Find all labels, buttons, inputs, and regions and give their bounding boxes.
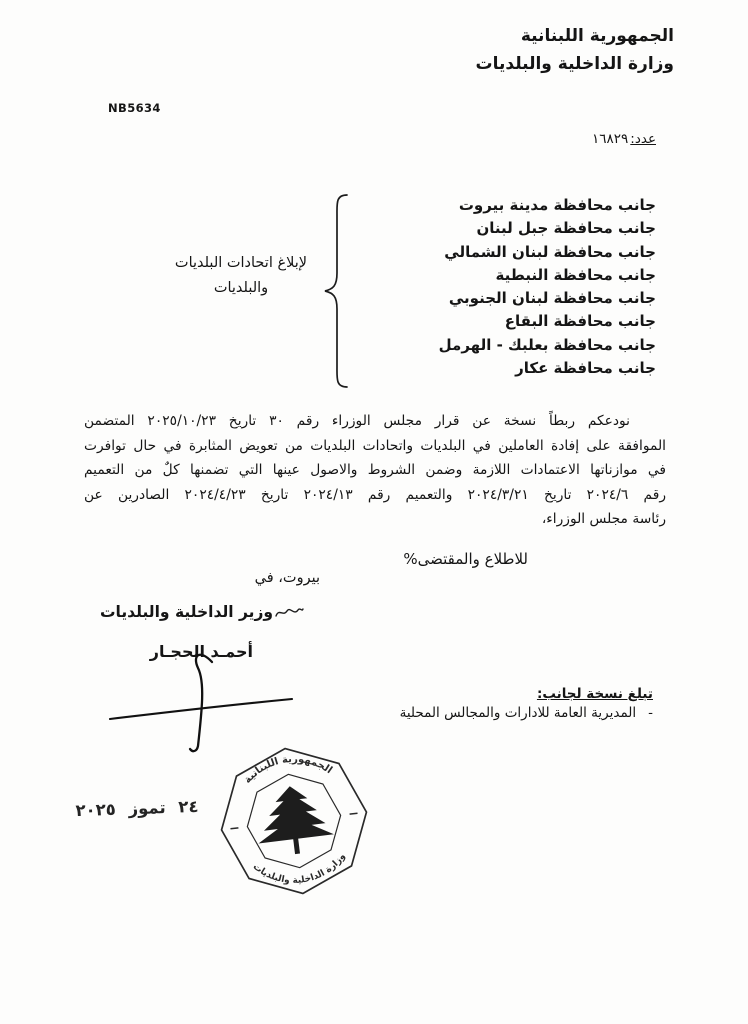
cc-item xyxy=(400,704,653,723)
seal-bottom-text: وزارة الداخلية والبلديات xyxy=(250,851,348,887)
minister-title-line xyxy=(100,603,304,621)
recipient-line: جانب محافظة لبنان الجنوبي xyxy=(448,289,656,308)
recipients-list xyxy=(439,194,656,380)
minister-name: أحمـد الحجـار xyxy=(149,642,253,661)
minister-title: وزير الداخلية والبلديات xyxy=(99,603,273,621)
reference-code: NB5634 xyxy=(108,101,161,115)
registry-number-label: عدد: xyxy=(630,131,656,147)
notification-note-line2: والبلديات xyxy=(213,280,269,296)
body-line: رقم ٢٠٢٤/٦ تاريخ ٢٠٢٤/٣/٢١ والتعميم رقم ٢٠٢٤/١٣ تاريخ ٢٠٢٤/٤/٢٣ الصادرين عن xyxy=(84,486,666,503)
recipient-line: جانب محافظة عكار xyxy=(515,359,656,378)
ministry-seal xyxy=(209,736,378,905)
place-date-line: بيروت، في xyxy=(254,570,320,586)
recipient-line: جانب محافظة بعلبك - الهرمل xyxy=(438,335,656,354)
body-paragraph xyxy=(84,409,666,532)
date-stamp: ٢٤ تموز ٢٠٢٥ xyxy=(75,796,199,821)
seal-top-text: الجمهورية اللبنانية xyxy=(242,753,335,786)
registry-number xyxy=(592,131,656,147)
letterhead-republic: الجمهورية اللبنانية xyxy=(520,26,674,46)
registry-number-value: ١٦٨٢٩ xyxy=(592,131,629,147)
notification-note xyxy=(156,251,326,301)
letterhead xyxy=(476,22,674,78)
letterhead-ministry: وزارة الداخلية والبلديات xyxy=(475,54,674,74)
cc-block xyxy=(400,685,653,723)
closing-formula: للاطلاع والمقتضى% xyxy=(403,550,528,568)
cc-heading: تبلغ نسخة لجانب: xyxy=(536,686,653,702)
recipient-line: جانب محافظة البقاع xyxy=(504,312,656,331)
signature-scrawl xyxy=(100,648,300,756)
recipient-line: جانب محافظة مدينة بيروت xyxy=(458,196,656,214)
recipient-line: جانب محافظة جبل لبنان xyxy=(476,219,656,238)
curly-brace-icon xyxy=(322,192,350,390)
body-line: رئاسة مجلس الوزراء، xyxy=(541,511,666,528)
ink-mark-icon xyxy=(274,605,304,620)
notification-note-line1: لإبلاغ اتحادات البلديات xyxy=(174,255,308,271)
cc-item-dash: - xyxy=(648,705,653,721)
svg-text:الجمهورية اللبنانية xyxy=(240,749,335,787)
cedar-tree-icon xyxy=(252,782,336,859)
body-line: نودعكم ربطاً نسخة عن قرار مجلس الوزراء رقم ٣٠ تاريخ ٢٠٢٥/١٠/٢٣ المتضمن xyxy=(84,413,630,429)
recipient-line: جانب محافظة النبطية xyxy=(495,265,656,284)
cc-item-text: المديرية العامة للادارات والمجالس المحلية xyxy=(399,705,637,721)
body-line: الموافقة على إفادة العاملين في البلديات واتحادات البلديات من تعويض المثابرة في حال توافرت xyxy=(84,437,666,454)
recipient-line: جانب محافظة لبنان الشمالي xyxy=(444,242,656,261)
body-line: في موازناتها الاعتمادات اللازمة وضمن الشروط والاصول عينها التي تضمنها كلٌ من التعميم xyxy=(84,462,666,479)
